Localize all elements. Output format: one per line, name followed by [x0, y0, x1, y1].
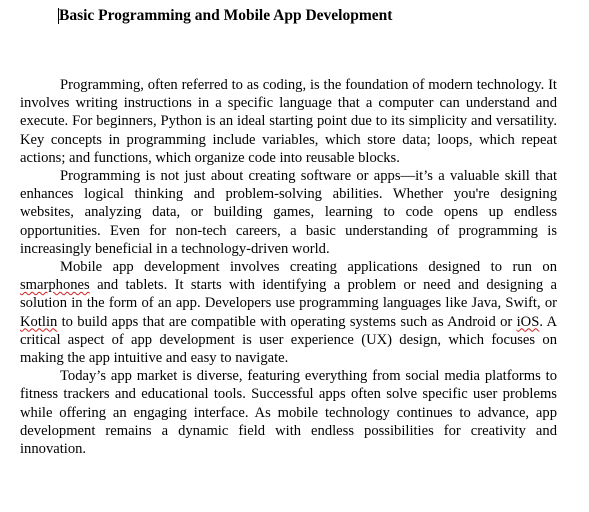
paragraph-3-text-middle-2: to build apps that are compatible with operating systems such as Android or	[57, 313, 517, 330]
paragraph-3-text-start: Mobile app development involves creating applications designed to run on	[60, 259, 557, 276]
paragraph-3[interactable]	[20, 258, 557, 367]
paragraph-4[interactable]: Today’s app market is diverse, featuring everything from social media platforms to fitness trackers and educational tools. Successful apps often solve specific user problems while offering an engaging interface. As mobile technology continues to advance, app development remains a dynamic field with endless possibilities for creativity and innovation.	[20, 368, 557, 458]
spelling-flag-word[interactable]: Kotlin	[20, 313, 58, 330]
spelling-flag-word[interactable]: iOS	[516, 313, 540, 330]
document-title[interactable]: Basic Programming and Mobile App Development	[59, 7, 393, 24]
document-body[interactable]	[20, 76, 557, 458]
paragraph-3-text-end: . A critical aspect of app development is user experience (UX) design, which focuses on making the app intuitive and easy to navigate.	[20, 313, 558, 367]
paragraph-1[interactable]: Programming, often referred to as coding, is the foundation of modern technology. It involves writing instructions in a specific language that a computer can understand and execute. For beginners, Python is an ideal starting point due to its simplicity and versatility. Key concepts in programming include variables, which store data; loops, which repeat actions; and functions, which organize code into reusable blocks.	[20, 77, 557, 166]
spelling-error-word[interactable]: smarphones	[20, 277, 90, 294]
paragraph-3-text-middle: and tablets. It starts with identifying a problem or need and designing a solution in the form of an app. Developers use programming languages like Java, Swift, or	[20, 277, 557, 312]
paragraph-2[interactable]: Programming is not just about creating software or apps—it’s a valuable skill that enhances logical thinking and problem-solving abilities. Whether you're designing websites, analyzing data, or building games, learning to code opens up endless opportunities. Even for non-tech careers, a basic understanding of programming is increasingly beneficial in a technology-driven world.	[20, 168, 557, 257]
